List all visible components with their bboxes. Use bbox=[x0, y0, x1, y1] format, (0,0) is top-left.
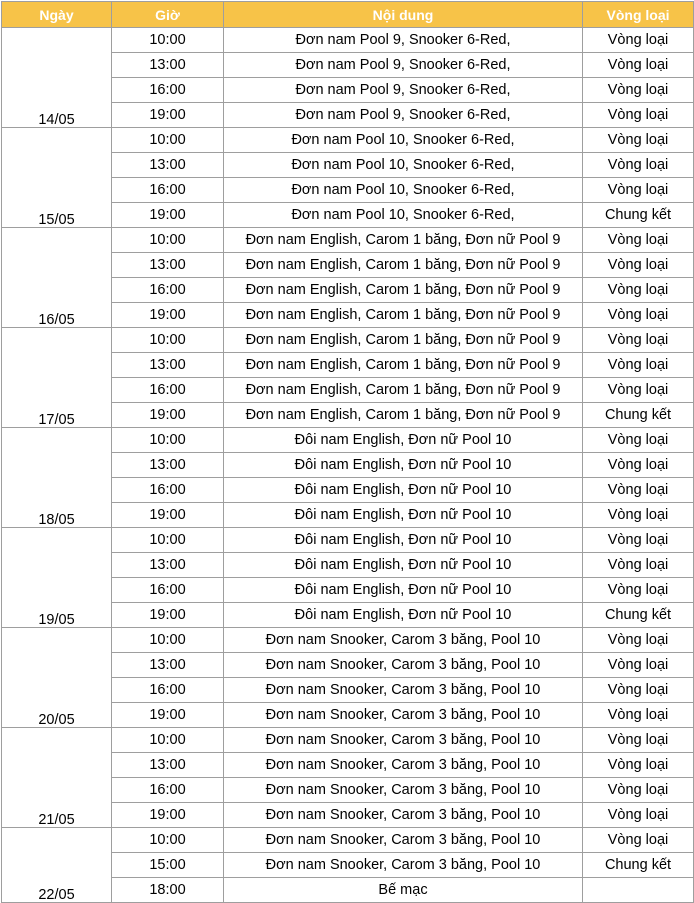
time-cell: 19:00 bbox=[112, 103, 224, 128]
time-cell: 19:00 bbox=[112, 703, 224, 728]
table-row bbox=[2, 428, 694, 453]
content-cell: Đơn nam English, Carom 1 băng, Đơn nữ Pool 9 bbox=[224, 228, 583, 253]
round-cell: Chung kết bbox=[583, 853, 694, 878]
time-cell: 13:00 bbox=[112, 553, 224, 578]
round-cell bbox=[583, 878, 694, 903]
time-cell: 10:00 bbox=[112, 328, 224, 353]
time-cell: 13:00 bbox=[112, 53, 224, 78]
round-cell: Vòng loại bbox=[583, 328, 694, 353]
content-cell: Đơn nam Snooker, Carom 3 băng, Pool 10 bbox=[224, 728, 583, 753]
content-cell: Đơn nam Snooker, Carom 3 băng, Pool 10 bbox=[224, 778, 583, 803]
time-cell: 19:00 bbox=[112, 503, 224, 528]
time-cell: 16:00 bbox=[112, 178, 224, 203]
content-cell: Đơn nam Pool 9, Snooker 6-Red, bbox=[224, 53, 583, 78]
schedule-body bbox=[2, 28, 694, 903]
content-cell: Đơn nam English, Carom 1 băng, Đơn nữ Pool 9 bbox=[224, 353, 583, 378]
time-cell: 19:00 bbox=[112, 603, 224, 628]
round-cell: Vòng loại bbox=[583, 53, 694, 78]
table-row bbox=[2, 28, 694, 53]
schedule-table bbox=[1, 1, 694, 903]
content-cell: Đôi nam English, Đơn nữ Pool 10 bbox=[224, 478, 583, 503]
content-cell: Đôi nam English, Đơn nữ Pool 10 bbox=[224, 603, 583, 628]
round-cell: Chung kết bbox=[583, 403, 694, 428]
content-cell: Đơn nam Pool 9, Snooker 6-Red, bbox=[224, 28, 583, 53]
table-row bbox=[2, 228, 694, 253]
time-cell: 10:00 bbox=[112, 228, 224, 253]
content-cell: Đơn nam English, Carom 1 băng, Đơn nữ Pool 9 bbox=[224, 253, 583, 278]
round-cell: Vòng loại bbox=[583, 578, 694, 603]
round-cell: Vòng loại bbox=[583, 778, 694, 803]
round-cell: Vòng loại bbox=[583, 128, 694, 153]
time-cell: 18:00 bbox=[112, 878, 224, 903]
time-cell: 13:00 bbox=[112, 153, 224, 178]
time-cell: 16:00 bbox=[112, 378, 224, 403]
time-cell: 19:00 bbox=[112, 403, 224, 428]
table-row bbox=[2, 728, 694, 753]
time-cell: 13:00 bbox=[112, 453, 224, 478]
content-cell: Bế mạc bbox=[224, 878, 583, 903]
content-cell: Đơn nam English, Carom 1 băng, Đơn nữ Pool 9 bbox=[224, 403, 583, 428]
time-cell: 13:00 bbox=[112, 653, 224, 678]
time-cell: 10:00 bbox=[112, 128, 224, 153]
round-cell: Vòng loại bbox=[583, 453, 694, 478]
date-cell: 18/05 bbox=[2, 428, 112, 528]
round-cell: Vòng loại bbox=[583, 753, 694, 778]
round-cell: Vòng loại bbox=[583, 428, 694, 453]
round-cell: Vòng loại bbox=[583, 628, 694, 653]
round-cell: Vòng loại bbox=[583, 253, 694, 278]
header-round: Vòng loại bbox=[583, 2, 694, 28]
table-row bbox=[2, 628, 694, 653]
content-cell: Đơn nam English, Carom 1 băng, Đơn nữ Pool 9 bbox=[224, 378, 583, 403]
content-cell: Đôi nam English, Đơn nữ Pool 10 bbox=[224, 528, 583, 553]
content-cell: Đơn nam Snooker, Carom 3 băng, Pool 10 bbox=[224, 753, 583, 778]
time-cell: 10:00 bbox=[112, 628, 224, 653]
content-cell: Đơn nam Snooker, Carom 3 băng, Pool 10 bbox=[224, 853, 583, 878]
time-cell: 19:00 bbox=[112, 203, 224, 228]
round-cell: Vòng loại bbox=[583, 28, 694, 53]
table-row bbox=[2, 528, 694, 553]
date-cell: 16/05 bbox=[2, 228, 112, 328]
table-row bbox=[2, 328, 694, 353]
content-cell: Đôi nam English, Đơn nữ Pool 10 bbox=[224, 578, 583, 603]
time-cell: 16:00 bbox=[112, 678, 224, 703]
content-cell: Đơn nam Pool 9, Snooker 6-Red, bbox=[224, 78, 583, 103]
round-cell: Vòng loại bbox=[583, 528, 694, 553]
content-cell: Đôi nam English, Đơn nữ Pool 10 bbox=[224, 503, 583, 528]
round-cell: Vòng loại bbox=[583, 378, 694, 403]
content-cell: Đôi nam English, Đơn nữ Pool 10 bbox=[224, 453, 583, 478]
round-cell: Vòng loại bbox=[583, 828, 694, 853]
date-cell: 17/05 bbox=[2, 328, 112, 428]
content-cell: Đơn nam Pool 10, Snooker 6-Red, bbox=[224, 203, 583, 228]
content-cell: Đơn nam English, Carom 1 băng, Đơn nữ Pool 9 bbox=[224, 303, 583, 328]
header-row bbox=[2, 2, 694, 28]
round-cell: Vòng loại bbox=[583, 178, 694, 203]
date-cell: 22/05 bbox=[2, 828, 112, 903]
time-cell: 10:00 bbox=[112, 28, 224, 53]
time-cell: 13:00 bbox=[112, 753, 224, 778]
content-cell: Đơn nam Snooker, Carom 3 băng, Pool 10 bbox=[224, 653, 583, 678]
round-cell: Vòng loại bbox=[583, 553, 694, 578]
table-row bbox=[2, 128, 694, 153]
time-cell: 16:00 bbox=[112, 778, 224, 803]
round-cell: Vòng loại bbox=[583, 678, 694, 703]
round-cell: Chung kết bbox=[583, 203, 694, 228]
round-cell: Vòng loại bbox=[583, 728, 694, 753]
date-cell: 19/05 bbox=[2, 528, 112, 628]
content-cell: Đơn nam Pool 10, Snooker 6-Red, bbox=[224, 153, 583, 178]
round-cell: Vòng loại bbox=[583, 303, 694, 328]
date-cell: 15/05 bbox=[2, 128, 112, 228]
content-cell: Đơn nam Snooker, Carom 3 băng, Pool 10 bbox=[224, 628, 583, 653]
time-cell: 13:00 bbox=[112, 253, 224, 278]
content-cell: Đơn nam English, Carom 1 băng, Đơn nữ Pool 9 bbox=[224, 278, 583, 303]
round-cell: Vòng loại bbox=[583, 103, 694, 128]
round-cell: Vòng loại bbox=[583, 153, 694, 178]
time-cell: 16:00 bbox=[112, 78, 224, 103]
header-date: Ngày bbox=[2, 2, 112, 28]
date-cell: 21/05 bbox=[2, 728, 112, 828]
content-cell: Đơn nam Pool 10, Snooker 6-Red, bbox=[224, 128, 583, 153]
round-cell: Vòng loại bbox=[583, 503, 694, 528]
round-cell: Vòng loại bbox=[583, 353, 694, 378]
content-cell: Đơn nam Snooker, Carom 3 băng, Pool 10 bbox=[224, 803, 583, 828]
time-cell: 19:00 bbox=[112, 803, 224, 828]
time-cell: 15:00 bbox=[112, 853, 224, 878]
date-cell: 20/05 bbox=[2, 628, 112, 728]
header-time: Giờ bbox=[112, 2, 224, 28]
date-cell: 14/05 bbox=[2, 28, 112, 128]
content-cell: Đơn nam Snooker, Carom 3 băng, Pool 10 bbox=[224, 678, 583, 703]
content-cell: Đơn nam Pool 9, Snooker 6-Red, bbox=[224, 103, 583, 128]
table-row bbox=[2, 828, 694, 853]
round-cell: Vòng loại bbox=[583, 703, 694, 728]
content-cell: Đơn nam Pool 10, Snooker 6-Red, bbox=[224, 178, 583, 203]
time-cell: 13:00 bbox=[112, 353, 224, 378]
content-cell: Đơn nam Snooker, Carom 3 băng, Pool 10 bbox=[224, 703, 583, 728]
time-cell: 16:00 bbox=[112, 478, 224, 503]
round-cell: Vòng loại bbox=[583, 653, 694, 678]
content-cell: Đôi nam English, Đơn nữ Pool 10 bbox=[224, 553, 583, 578]
content-cell: Đơn nam Snooker, Carom 3 băng, Pool 10 bbox=[224, 828, 583, 853]
time-cell: 10:00 bbox=[112, 728, 224, 753]
time-cell: 16:00 bbox=[112, 278, 224, 303]
round-cell: Chung kết bbox=[583, 603, 694, 628]
content-cell: Đơn nam English, Carom 1 băng, Đơn nữ Pool 9 bbox=[224, 328, 583, 353]
content-cell: Đôi nam English, Đơn nữ Pool 10 bbox=[224, 428, 583, 453]
time-cell: 19:00 bbox=[112, 303, 224, 328]
time-cell: 10:00 bbox=[112, 828, 224, 853]
round-cell: Vòng loại bbox=[583, 803, 694, 828]
round-cell: Vòng loại bbox=[583, 78, 694, 103]
round-cell: Vòng loại bbox=[583, 278, 694, 303]
round-cell: Vòng loại bbox=[583, 228, 694, 253]
time-cell: 16:00 bbox=[112, 578, 224, 603]
header-content: Nội dung bbox=[224, 2, 583, 28]
round-cell: Vòng loại bbox=[583, 478, 694, 503]
time-cell: 10:00 bbox=[112, 428, 224, 453]
time-cell: 10:00 bbox=[112, 528, 224, 553]
